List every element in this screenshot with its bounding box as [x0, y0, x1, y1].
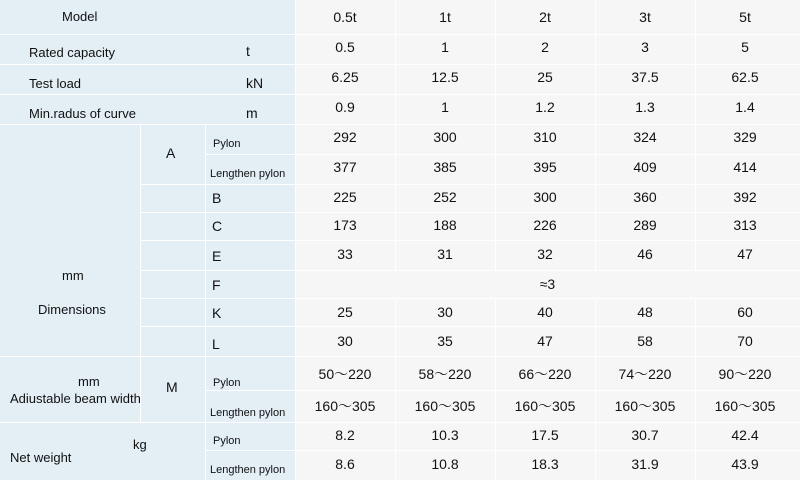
beam-width-pylon-value: 66～220	[518, 366, 572, 382]
dimension-b-value: 392	[733, 189, 757, 205]
dimension-c-value: 188	[433, 217, 457, 233]
beam-width-lengthen-value: 160～305	[414, 398, 476, 414]
net-weight-lengthen-value: 31.9	[631, 456, 659, 472]
test-load-value: 12.5	[431, 69, 459, 85]
rated-capacity-label: Rated capacity	[29, 45, 115, 60]
min-radius-unit: m	[246, 105, 258, 121]
grid-line	[695, 298, 696, 480]
model-header: 5t	[739, 9, 751, 25]
net-weight-lengthen-value: 10.8	[431, 456, 459, 472]
model-header: 1t	[439, 9, 451, 25]
rated-capacity-value: 5	[741, 39, 749, 55]
beam-width-lengthen-value: 160～305	[714, 398, 776, 414]
rated-capacity-value: 3	[641, 39, 649, 55]
beam-width-lengthen-value: 160～305	[514, 398, 576, 414]
dimension-e-value: 33	[337, 246, 353, 262]
rated-capacity-value: 2	[541, 39, 549, 55]
rated-capacity-unit: t	[246, 43, 250, 59]
model-header: 3t	[639, 9, 651, 25]
model-header: 0.5t	[333, 9, 357, 25]
min-radius-value: 1.2	[535, 99, 555, 115]
net-weight-unit: kg	[133, 437, 147, 452]
dimension-k-value: 60	[737, 304, 753, 320]
dimension-c-value: 226	[533, 217, 557, 233]
dimension-k-value: 48	[637, 304, 653, 320]
dimension-a-lengthen-value: 414	[733, 159, 757, 175]
net-weight-label: Net weight	[10, 450, 72, 465]
net-weight-pylon-value: 30.7	[631, 427, 659, 443]
net-weight-lengthen-value: 18.3	[531, 456, 559, 472]
dimension-a-lengthen-label: Lengthen pylon	[210, 168, 286, 180]
dimension-b-value: 300	[533, 189, 557, 205]
dimension-f-value: ≈3	[539, 276, 556, 292]
dimension-l-value: 70	[737, 333, 753, 349]
dimension-a-pylon-label: Pylon	[213, 138, 241, 150]
grid-line	[0, 94, 800, 95]
beam-width-pylon-value: 74～220	[618, 366, 672, 382]
model-label: Model	[62, 9, 98, 24]
dimension-c-code: C	[212, 218, 223, 234]
test-load-value: 25	[537, 69, 553, 85]
net-weight-pylon-label: Pylon	[213, 435, 241, 447]
dimension-b-code: B	[212, 190, 222, 206]
net-weight-pylon-value: 10.3	[431, 427, 459, 443]
dimension-k-value: 25	[337, 304, 353, 320]
grid-line	[140, 184, 800, 185]
model-header: 2t	[539, 9, 551, 25]
dimension-b-value: 360	[633, 189, 657, 205]
rated-capacity-value: 0.5	[335, 39, 355, 55]
grid-line	[0, 124, 800, 125]
beam-width-label: Adiustable beam width	[10, 391, 141, 406]
grid-line	[395, 298, 396, 480]
dimension-l-value: 58	[637, 333, 653, 349]
beam-width-unit: mm	[78, 374, 100, 389]
test-load-value: 62.5	[731, 69, 759, 85]
dimension-e-value: 47	[737, 246, 753, 262]
grid-line	[140, 124, 141, 422]
min-radius-value: 0.9	[335, 99, 355, 115]
dimension-a-pylon-value: 329	[733, 129, 757, 145]
grid-line	[0, 356, 800, 357]
grid-line	[140, 270, 800, 271]
dimension-e-value: 46	[637, 246, 653, 262]
grid-line	[495, 298, 496, 480]
dimension-e-code: E	[212, 248, 222, 264]
grid-line	[140, 326, 800, 327]
beam-width-pylon-value: 90～220	[718, 366, 772, 382]
dimension-k-value: 30	[437, 304, 453, 320]
net-weight-lengthen-value: 43.9	[731, 456, 759, 472]
net-weight-lengthen-label: Lengthen pylon	[210, 464, 286, 476]
dimension-a-pylon-value: 300	[433, 129, 457, 145]
min-radius-value: 1.4	[735, 99, 755, 115]
dimension-f-code: F	[212, 277, 221, 293]
net-weight-pylon-value: 17.5	[531, 427, 559, 443]
min-radius-value: 1	[441, 99, 449, 115]
min-radius-label: Min.radus of curve	[29, 106, 136, 121]
grid-line	[140, 298, 800, 299]
min-radius-value: 1.3	[635, 99, 655, 115]
test-load-value: 6.25	[331, 69, 359, 85]
net-weight-pylon-value: 8.2	[335, 427, 355, 443]
grid-line	[0, 64, 800, 65]
dimension-a-lengthen-value: 385	[433, 159, 457, 175]
rated-capacity-value: 1	[441, 39, 449, 55]
dimension-a-lengthen-value: 377	[333, 159, 357, 175]
dimension-a-code: A	[166, 145, 176, 161]
dimension-e-value: 32	[537, 246, 553, 262]
net-weight-pylon-value: 42.4	[731, 427, 759, 443]
dimension-b-value: 225	[333, 189, 357, 205]
dimension-l-value: 47	[537, 333, 553, 349]
dimension-b-value: 252	[433, 189, 457, 205]
beam-width-lengthen-label: Lengthen pylon	[210, 407, 286, 419]
beam-width-code: M	[166, 379, 178, 395]
dimension-l-value: 35	[437, 333, 453, 349]
test-load-value: 37.5	[631, 69, 659, 85]
beam-width-pylon-value: 50～220	[318, 366, 372, 382]
beam-width-lengthen-value: 160～305	[614, 398, 676, 414]
dimension-l-value: 30	[337, 333, 353, 349]
dimension-a-pylon-value: 324	[633, 129, 657, 145]
beam-width-pylon-value: 58～220	[418, 366, 472, 382]
dimension-e-value: 31	[437, 246, 453, 262]
dimension-a-pylon-value: 310	[533, 129, 557, 145]
dimensions-unit: mm	[62, 268, 84, 283]
grid-line	[140, 240, 800, 241]
dimension-k-value: 40	[537, 304, 553, 320]
grid-line	[140, 212, 800, 213]
grid-line	[595, 298, 596, 480]
dimension-c-value: 173	[333, 217, 357, 233]
dimension-c-value: 289	[633, 217, 657, 233]
net-weight-lengthen-value: 8.6	[335, 456, 355, 472]
dimension-k-code: K	[212, 305, 222, 321]
grid-line	[0, 34, 800, 35]
dimension-a-lengthen-value: 409	[633, 159, 657, 175]
beam-width-pylon-label: Pylon	[213, 377, 241, 389]
beam-width-lengthen-value: 160～305	[314, 398, 376, 414]
dimension-c-value: 313	[733, 217, 757, 233]
dimensions-label: Dimensions	[38, 302, 106, 317]
grid-line	[205, 124, 206, 480]
test-load-unit: kN	[246, 75, 264, 91]
dimension-l-code: L	[212, 336, 220, 352]
test-load-label: Test load	[29, 76, 82, 91]
grid-line	[0, 422, 800, 423]
dimension-a-pylon-value: 292	[333, 129, 357, 145]
dimension-a-lengthen-value: 395	[533, 159, 557, 175]
